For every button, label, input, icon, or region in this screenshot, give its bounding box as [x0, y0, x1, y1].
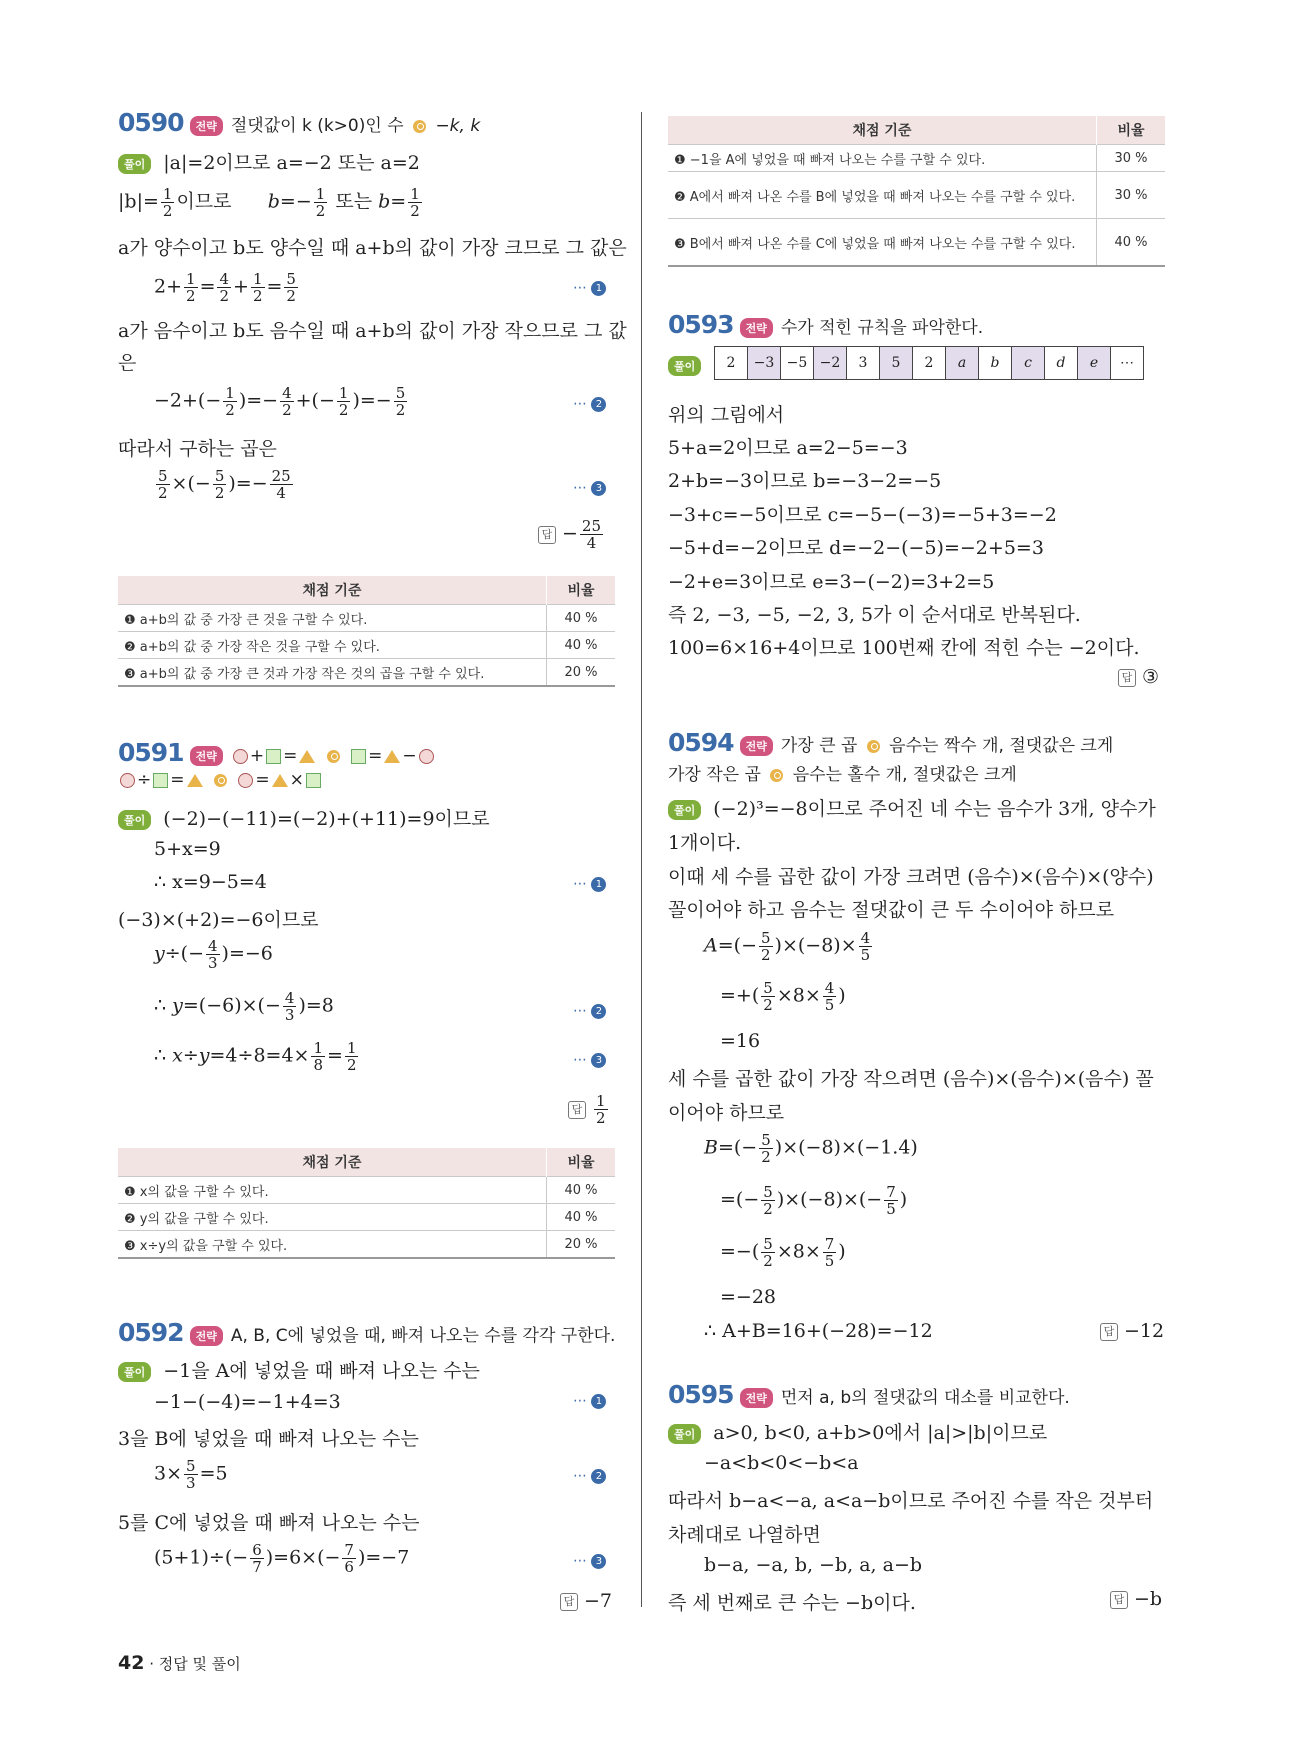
text-line: 즉 2, −3, −5, −2, 3, 5가 이 순서대로 반복된다. — [668, 604, 1081, 626]
text-line: 은 — [118, 352, 137, 374]
step-marker: ⋯ 3 — [573, 1553, 606, 1569]
text-line: ∴ x=9−5=4 — [154, 871, 267, 893]
problem-number: 0593 — [668, 310, 734, 339]
step-marker: ⋯ 3 — [573, 480, 606, 496]
answer-value: −12 — [1124, 1320, 1165, 1342]
text-line: 세 수를 곱한 값이 가장 작으려면 (음수)×(음수)×(음수) 꼴 — [668, 1068, 1154, 1090]
table-header: 비율 — [547, 576, 616, 605]
arrow-icon — [770, 769, 783, 782]
math-line: ∴ x÷y=4÷8=4× $\frac{1}{8}$ = $\frac{1}{2}$ — [154, 1039, 357, 1074]
math-line: $\frac{5}{2}$ ×(− $\frac{5}{2}$ )=− $\frac{25}{4}$ — [158, 467, 291, 502]
answer: 답 $\frac{1}{2}$ — [568, 1093, 610, 1126]
solution-tag: 풀이 — [668, 1424, 701, 1444]
solution-tag: 풀이 — [668, 356, 701, 376]
solution-tag: 풀이 — [118, 1362, 151, 1382]
problem-0591-header: 0591 전략 + = = − — [118, 738, 436, 767]
sequence-cell: c — [1012, 347, 1045, 380]
step-marker: ⋯ 1 — [573, 876, 606, 892]
text-line: −2+e=3이므로 e=3−(−2)=3+2=5 — [668, 571, 995, 593]
strategy-text: 먼저 a, b의 절댓값의 대소를 비교한다. — [780, 1388, 1070, 1408]
table-row: ❸ B에서 빠져 나온 수를 C에 넣었을 때 빠져 나오는 수를 구할 수 있다. 40 % — [668, 219, 1165, 267]
text-line: 5를 C에 넣었을 때 빠져 나오는 수는 — [118, 1512, 420, 1534]
fraction: $\frac{1}{2}$ — [162, 185, 173, 220]
arrow-icon — [214, 774, 227, 787]
text-line: ∴ A+B=16+(−28)=−12 — [704, 1320, 933, 1342]
problem-0593-header — [668, 310, 983, 339]
problem-0594-header — [668, 728, 1113, 757]
problem-0592-header — [118, 1318, 615, 1347]
table-row: ❶ x의 값을 구할 수 있다. 40 % — [118, 1177, 615, 1204]
math-line: ∴ y=(−6)×(− $\frac{4}{3}$ )=8 — [154, 989, 334, 1024]
text-line: a>0, b<0, a+b>0에서 |a|>|b|이므로 — [713, 1422, 1048, 1444]
answer-value: ③ — [1142, 666, 1160, 688]
answer-value: −7 — [584, 1590, 613, 1612]
strategy-tag: 전략 — [740, 1388, 773, 1408]
problem-number: 0594 — [668, 728, 734, 757]
strategy-result: 음수는 홀수 개, 절댓값은 크게 — [792, 765, 1017, 785]
text-line: 5+x=9 — [154, 838, 221, 860]
table-row: ❷ a+b의 값 중 가장 작은 것을 구할 수 있다. 40 % — [118, 632, 615, 659]
sequence-table — [714, 346, 1144, 380]
table-header: 비율 — [547, 1148, 616, 1177]
table-row: ❶ a+b의 값 중 가장 큰 것을 구할 수 있다. 40 % — [118, 605, 615, 632]
sequence-cell: d — [1045, 347, 1078, 380]
answer — [560, 1590, 612, 1612]
answer: 답 − $\frac{25}{4}$ — [538, 518, 605, 551]
problem-number: 0592 — [118, 1318, 184, 1347]
strategy-text: A, B, C에 넣었을 때, 빠져 나오는 수를 각각 구한다. — [230, 1326, 616, 1346]
table-header: 비율 — [1097, 116, 1166, 145]
problem-0594-header2 — [668, 760, 1017, 785]
table-header: 채점 기준 — [118, 1148, 547, 1177]
text-line: 즉 세 번째로 큰 수는 −b이다. — [668, 1592, 916, 1614]
answer-icon: 답 — [568, 1101, 586, 1119]
triangle-icon — [299, 750, 315, 763]
circle-icon — [233, 749, 248, 764]
sequence-cell: −5 — [781, 347, 814, 380]
strategy-tag: 전략 — [190, 116, 223, 136]
arrow-icon — [413, 120, 426, 133]
sequence-cell: a — [946, 347, 979, 380]
sequence-cell: 3 — [847, 347, 880, 380]
answer-icon: 답 — [560, 1593, 578, 1611]
answer — [1100, 1320, 1164, 1342]
line — [668, 794, 1156, 821]
solution-tag: 풀이 — [118, 154, 151, 174]
page-footer: 42 · 정답 및 풀이 — [118, 1652, 241, 1674]
step-marker: ⋯ 1 — [573, 280, 606, 296]
line — [118, 148, 420, 175]
answer-icon: 답 — [1110, 1591, 1128, 1609]
math-line: B=(− $\frac{5}{2}$ )×(−8)×(−1.4) — [704, 1131, 918, 1166]
table-row: ❷ A에서 빠져 나온 수를 B에 넣었을 때 빠져 나오는 수를 구할 수 있다. 30 % — [668, 172, 1165, 219]
problem-number: 0595 — [668, 1380, 734, 1409]
table-header: 채점 기준 — [668, 116, 1097, 145]
text-line: −1−(−4)=−1+4=3 — [154, 1391, 341, 1413]
text-line: (−3)×(+2)=−6이므로 — [118, 909, 319, 931]
arrow-icon — [327, 750, 340, 763]
step-marker: ⋯ 1 — [573, 1393, 606, 1409]
math-line: (5+1)÷(− $\frac{6}{7}$ )=6×(− $\frac{7}{6}$ )=−7 — [154, 1541, 410, 1576]
text-line: −3+c=−5이므로 c=−5−(−3)=−5+3=−2 — [668, 504, 1057, 526]
math-line: 2+ $\frac{1}{2}$ = $\frac{4}{2}$ + $\frac{1}{2}$ = $\frac{5}{2}$ — [154, 270, 296, 305]
text-line: 이어야 하므로 — [668, 1102, 785, 1124]
text-line: 이때 세 수를 곱한 값이 가장 크려면 (음수)×(음수)×(양수) — [668, 866, 1154, 888]
answer — [1118, 666, 1159, 688]
text-line: −5+d=−2이므로 d=−2−(−5)=−2+5=3 — [668, 537, 1044, 559]
text-line: a가 양수이고 b도 양수일 때 a+b의 값이 가장 크므로 그 값은 — [118, 237, 627, 259]
text-line: (−2)−(−11)=(−2)+(+11)=9이므로 — [163, 808, 490, 830]
problem-0595-header — [668, 1380, 1070, 1409]
text-line: =16 — [720, 1030, 761, 1052]
strategy-result: −k, k — [435, 116, 481, 136]
text-line: 따라서 구하는 곱은 — [118, 438, 277, 460]
strategy-text: 절댓값이 k (k>0)인 수 — [230, 116, 404, 136]
text-line: =−28 — [720, 1286, 777, 1308]
line — [668, 354, 713, 376]
text-line: 차례대로 나열하면 — [668, 1524, 821, 1546]
math-line: 3× $\frac{5}{3}$ =5 — [154, 1457, 228, 1492]
text-line: 100=6×16+4이므로 100번째 칸에 적힌 수는 −2이다. — [668, 637, 1140, 659]
math-line: =(− $\frac{5}{2}$ )×(−8)×(− $\frac{7}{5}$ ) — [720, 1183, 908, 1218]
text-line: 꼴이어야 하고 음수는 절댓값이 큰 두 수이어야 하므로 — [668, 899, 1115, 921]
answer-icon: 답 — [1100, 1323, 1118, 1341]
text-line: 1개이다. — [668, 832, 742, 854]
text-line: b−a, −a, b, −b, a, a−b — [704, 1554, 923, 1576]
math-line: =−( $\frac{5}{2}$ ×8× $\frac{7}{5}$ ) — [720, 1235, 846, 1270]
text-line: a가 음수이고 b도 음수일 때 a+b의 값이 가장 작으므로 그 값 — [118, 320, 627, 342]
step-marker: ⋯ 3 — [573, 1052, 606, 1068]
text-line: 위의 그림에서 — [668, 404, 785, 426]
strategy-text: 수가 적힌 규칙을 파악한다. — [780, 318, 984, 338]
fraction: $\frac{1}{2}$ — [315, 185, 326, 220]
sequence-cell: 2 — [913, 347, 946, 380]
problem-0590-header — [118, 108, 480, 137]
problem-0591-header2: ÷ = = × — [118, 770, 323, 790]
column-divider — [641, 112, 642, 1607]
table-header: 채점 기준 — [118, 576, 547, 605]
text-line: −a<b<0<−b<a — [704, 1452, 859, 1474]
strategy-result: 음수는 짝수 개, 절댓값은 크게 — [889, 736, 1114, 756]
step-marker: ⋯ 2 — [573, 1468, 606, 1484]
text-line: 5+a=2이므로 a=2−5=−3 — [668, 437, 908, 459]
table-row: ❸ a+b의 값 중 가장 큰 것과 가장 작은 것의 곱을 구할 수 있다. 20 % — [118, 659, 615, 687]
text-line: −1을 A에 넣었을 때 빠져 나오는 수는 — [163, 1360, 480, 1382]
sequence-cell: −2 — [814, 347, 847, 380]
answer — [1110, 1588, 1162, 1610]
step-marker: ⋯ 2 — [573, 1003, 606, 1019]
text-line: 3을 B에 넣었을 때 빠져 나오는 수는 — [118, 1428, 419, 1450]
line — [118, 804, 490, 831]
problem-number: 0590 — [118, 108, 184, 137]
table-row: ❶ −1을 A에 넣었을 때 빠져 나오는 수를 구할 수 있다. 30 % — [668, 145, 1165, 172]
math-line: =+( $\frac{5}{2}$ ×8× $\frac{4}{5}$ ) — [720, 979, 846, 1014]
sequence-cell: ⋯ — [1111, 347, 1144, 380]
grading-table-0591 — [118, 1148, 615, 1259]
table-row: ❷ y의 값을 구할 수 있다. 40 % — [118, 1204, 615, 1231]
text-line: |a|=2이므로 a=−2 또는 a=2 — [163, 152, 420, 174]
solution-tag: 풀이 — [118, 810, 151, 830]
math-line: A=(− $\frac{5}{2}$ )×(−8)× $\frac{4}{5}$ — [704, 929, 871, 964]
strategy-text: 가장 작은 곱 — [668, 765, 761, 785]
footer-title: 정답 및 풀이 — [158, 1655, 241, 1673]
sequence-cell: e — [1078, 347, 1111, 380]
sequence-cell: 2 — [715, 347, 748, 380]
text-line: 따라서 b−a<−a, a<a−b이므로 주어진 수를 작은 것부터 — [668, 1490, 1154, 1512]
fraction: $\frac{1}{2}$ — [410, 185, 420, 220]
answer-icon: 답 — [1118, 669, 1136, 687]
line: |b|= $\frac{1}{2}$ 이므로 b=− $\frac{1}{2}$ 또는 b= $\frac{1}{2}$ — [118, 185, 420, 220]
strategy-tag: 전략 — [190, 1326, 223, 1346]
math-line: y÷(− $\frac{4}{3}$ )=−6 — [154, 937, 273, 972]
step-marker: ⋯ 2 — [573, 396, 606, 412]
answer-icon: 답 — [538, 526, 556, 544]
text-line: 2+b=−3이므로 b=−3−2=−5 — [668, 470, 942, 492]
answer-value: −b — [1134, 1588, 1163, 1610]
math-line: −2+(− $\frac{1}{2}$ )=− $\frac{4}{2}$ +(− $\frac{1}{2}$ )=− $\frac{5}{2}$ — [154, 384, 406, 419]
arrow-icon — [867, 740, 880, 753]
table-row: ❸ x÷y의 값을 구할 수 있다. 20 % — [118, 1231, 615, 1259]
sequence-cell: b — [979, 347, 1012, 380]
line — [118, 1356, 480, 1383]
sequence-cell: 5 — [880, 347, 913, 380]
grading-table-0590 — [118, 576, 615, 687]
strategy-tag: 전략 — [740, 318, 773, 338]
text-line: |b|= — [118, 190, 159, 213]
text-line: (−2)³=−8이므로 주어진 네 수는 음수가 3개, 양수가 — [713, 798, 1156, 820]
square-icon — [266, 749, 281, 764]
page-number: 42 — [118, 1652, 145, 1674]
grading-table-0592 — [668, 116, 1165, 267]
line — [668, 1418, 1047, 1445]
problem-number: 0591 — [118, 738, 184, 767]
sequence-cell: −3 — [748, 347, 781, 380]
solution-tag: 풀이 — [668, 800, 701, 820]
strategy-tag: 전략 — [740, 736, 773, 756]
strategy-text: 가장 큰 곱 — [780, 736, 858, 756]
strategy-tag: 전략 — [190, 746, 223, 766]
